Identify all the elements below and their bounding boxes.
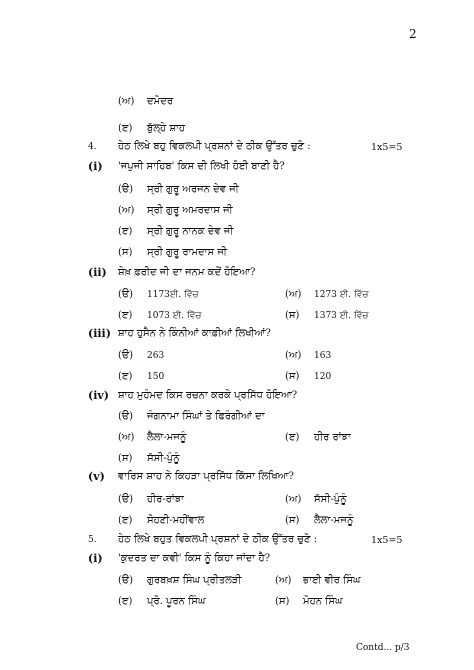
subquestion-text: ਸ਼ਾਹ ਹੁਸੈਨ ਨੇ ਕਿੰਨੀਆਂ ਕਾਫ਼ੀਆਂ ਲਿਖੀਆਂ? xyxy=(118,328,271,339)
option-text: 1373 ਈ. ਵਿੱਚ xyxy=(314,311,369,321)
option-label: (ੳ) xyxy=(118,350,134,361)
option-text: ਭਾਈ ਵੀਰ ਸਿੰਘ xyxy=(303,575,361,586)
option-label: (ੲ) xyxy=(118,371,133,382)
subquestion-number: (i) xyxy=(88,160,103,173)
option-text: ਲੈਲਾ-ਮਜਨੂੰ xyxy=(147,432,187,443)
option-text: 163 xyxy=(314,351,332,361)
option-text: ਸੋਹਣੀ-ਮਹੀਂਵਾਲ xyxy=(147,515,205,526)
option-text: ਮੋਹਨ ਸਿੰਘ xyxy=(303,596,343,607)
option-label: (ਅ) xyxy=(285,350,302,361)
subquestion-number: (iii) xyxy=(88,327,111,340)
subquestion-text: 'ਜਪੁਜੀ ਸਾਹਿਬ' ਕਿਸ ਦੀ ਲਿਖੀ ਹੋਈ ਬਾਣੀ ਹੈ? xyxy=(118,161,285,172)
option-text: 150 xyxy=(147,372,165,382)
option-label: (ਸ) xyxy=(118,247,133,258)
option-label: (ਅ) xyxy=(118,432,135,443)
option-label: (ਸ) xyxy=(275,596,290,607)
option-label: (ੲ) xyxy=(118,310,133,321)
subquestion-number: (v) xyxy=(88,470,105,483)
option-label: (ਸ) xyxy=(118,453,133,464)
marks: 1x5=5 xyxy=(371,535,403,546)
subquestion-number: (i) xyxy=(88,552,103,565)
question-number: 4. xyxy=(88,142,97,152)
option-label: (ਅ) xyxy=(118,96,135,107)
subquestion-text: ਵਾਰਿਸ ਸ਼ਾਹ ਨੇ ਕਿਹੜਾ ਪ੍ਰਸਿੱਧ ਕਿੱਸਾ ਲਿਖਿਆ? xyxy=(118,471,294,482)
option-text: ਹੀਰ-ਰਾਂਝਾ xyxy=(147,494,184,505)
option-label: (ਅ) xyxy=(118,205,135,216)
option-text: ਲੈਲਾ-ਮਜਨੂੰ xyxy=(314,515,354,526)
option-label: (ੳ) xyxy=(118,289,134,300)
option-text: ਦਮੋਦਰ xyxy=(147,96,174,107)
option-label: (ੲ) xyxy=(118,515,133,526)
option-text: 1073 ਈ. ਵਿੱਚ xyxy=(147,311,202,321)
option-label: (ਅ) xyxy=(285,494,302,505)
option-label: (ੲ) xyxy=(285,432,300,443)
question-number: 5. xyxy=(88,535,97,545)
option-text: ਬੁੱਲ੍ਹੇ ਸ਼ਾਹ xyxy=(147,123,185,134)
option-label: (ੲ) xyxy=(118,123,133,134)
question-instruction: ਹੇਠ ਲਿਖੇ ਬਹੁ ਵਿਕਲਪੀ ਪ੍ਰਸ਼ਨਾਂ ਦੇ ਠੀਕ ਉੱਤਰ ਚੁਣੋ : xyxy=(118,141,311,152)
subquestion-text: ਸ਼ੇਖ਼ ਫ਼ਰੀਦ ਜੀ ਦਾ ਜਨਮ ਕਦੋਂ ਹੋਇਆ? xyxy=(118,267,256,278)
question-instruction: ਹੇਠ ਲਿਖੇ ਬਹੁਤ ਵਿਕਲਪੀ ਪ੍ਰਸ਼ਨਾਂ ਦੇ ਠੀਕ ਉੱਤਰ ਚੁਣੋ : xyxy=(118,534,318,545)
option-label: (ੳ) xyxy=(118,184,134,195)
option-text: 1273 ਈ. ਵਿੱਚ xyxy=(314,290,369,300)
option-text: 120 xyxy=(314,372,332,382)
option-label: (ਸ) xyxy=(285,371,300,382)
option-label: (ਸ) xyxy=(285,310,300,321)
option-text: ਗੁਰਬਖ਼ਸ਼ ਸਿੰਘ ਪ੍ਰੀਤਲੜੀ xyxy=(147,575,242,586)
option-label: (ਅ) xyxy=(275,575,292,586)
option-text: 263 xyxy=(147,351,165,361)
option-label: (ੲ) xyxy=(118,226,133,237)
option-text: 1173ਈ. ਵਿੱਚ xyxy=(147,290,199,300)
option-text: ਸ੍ਰੀ ਗੁਰੂ ਰਾਮਦਾਸ ਜੀ xyxy=(147,247,227,258)
subquestion-number: (ii) xyxy=(88,266,107,279)
continuation-note: Contd... p/3 xyxy=(356,643,410,653)
option-text: ਪ੍ਰੋ. ਪੂਰਨ ਸਿੰਘ xyxy=(147,596,206,607)
option-text: ਸੱਸੀ-ਪੁੰਨੂੰ xyxy=(147,453,180,464)
option-label: (ੲ) xyxy=(118,596,133,607)
option-text: ਸ੍ਰੀ ਗੁਰੂ ਅਰਜਨ ਦੇਵ ਜੀ xyxy=(147,184,239,195)
option-label: (ਸ) xyxy=(285,515,300,526)
option-text: ਹੀਰ ਰਾਂਝਾ xyxy=(314,432,351,443)
subquestion-number: (iv) xyxy=(88,389,109,402)
marks: 1x5=5 xyxy=(371,142,403,153)
option-label: (ੳ) xyxy=(118,575,134,586)
option-label: (ੳ) xyxy=(118,494,134,505)
option-text: ਸ੍ਰੀ ਗੁਰੂ ਨਾਨਕ ਦੇਵ ਜੀ xyxy=(147,226,234,237)
option-text: ਜੰਗਨਾਮਾ ਸਿੰਘਾਂ ਤੇ ਫਿਰੰਗੀਆਂ ਦਾ xyxy=(147,411,265,422)
option-label: (ੳ) xyxy=(118,411,134,422)
subquestion-text: 'ਕੁਦਰਤ ਦਾ ਕਵੀ' ਕਿਸ ਨੂੰ ਕਿਹਾ ਜਾਂਦਾ ਹੈ? xyxy=(118,553,270,564)
option-text: ਸ੍ਰੀ ਗੁਰੂ ਅਮਰਦਾਸ ਜੀ xyxy=(147,205,233,216)
page-number: 2 xyxy=(409,27,417,41)
subquestion-text: ਸ਼ਾਹ ਮੁਹੰਮਦ ਕਿਸ ਰਚਨਾ ਕਰਕੇ ਪ੍ਰਸਿੱਧ ਹੋਇਆ? xyxy=(118,390,298,401)
option-text: ਸੱਸੀ-ਪੁੰਨੂੰ xyxy=(314,494,347,505)
option-label: (ਅ) xyxy=(285,289,302,300)
